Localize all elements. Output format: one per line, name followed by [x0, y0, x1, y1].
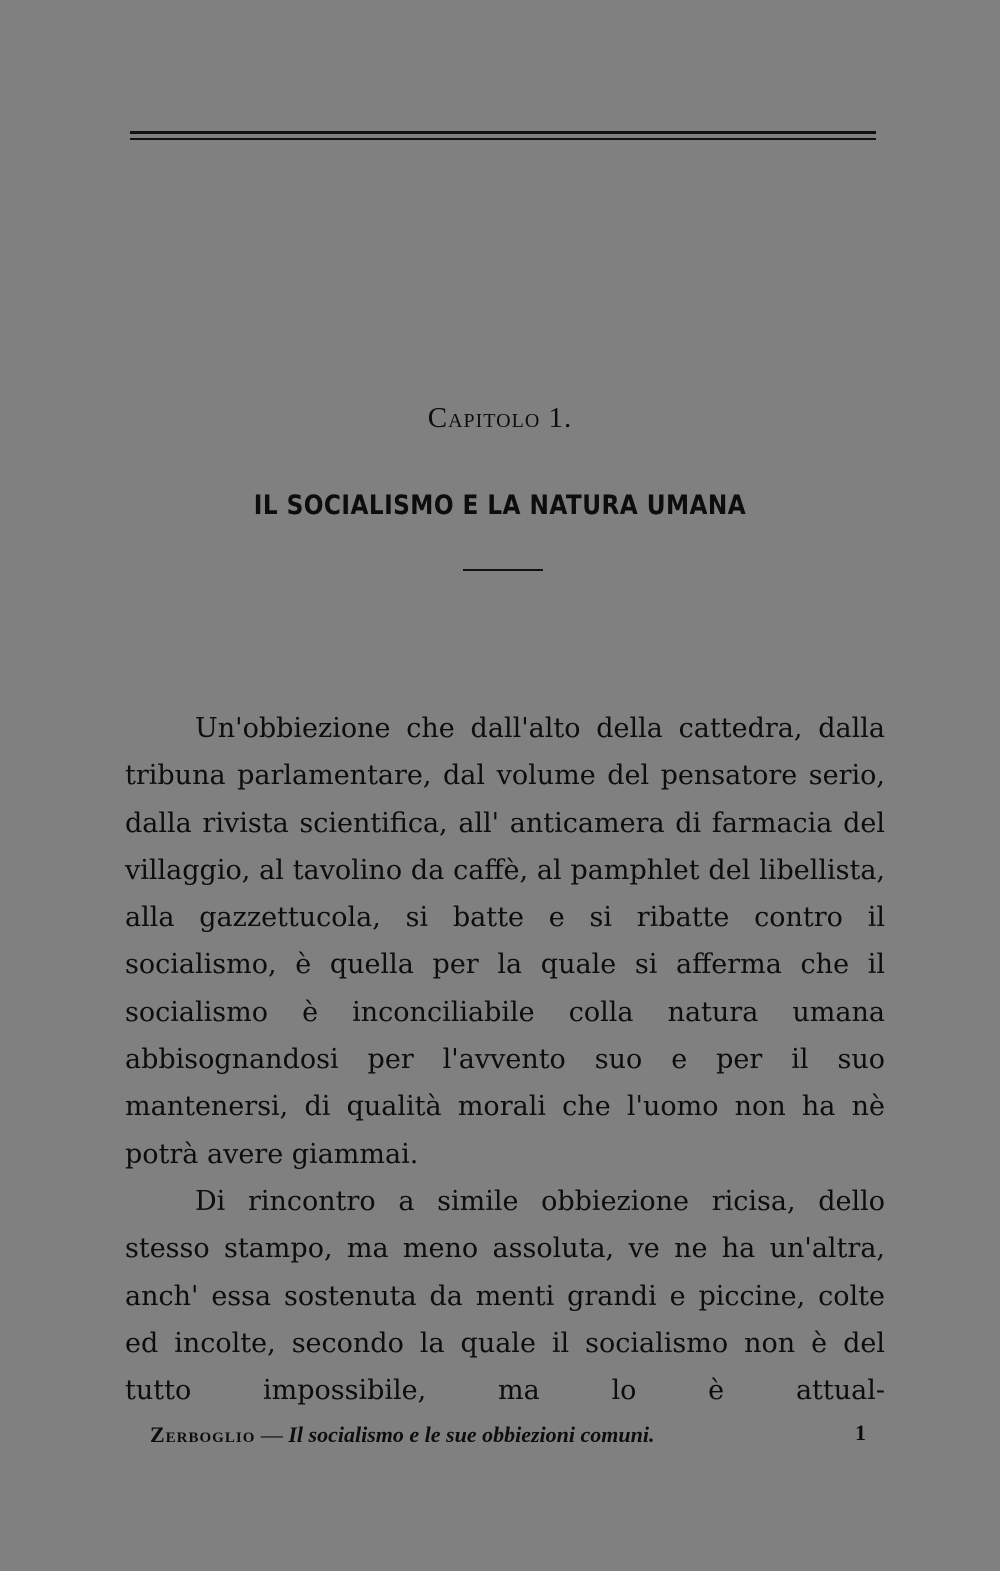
chapter-label: Capitolo 1.	[427, 402, 573, 434]
footer-separator: —	[260, 1422, 283, 1447]
body-text	[125, 705, 885, 1414]
top-rule-thin-line	[130, 138, 876, 140]
page-number: 1	[855, 1420, 866, 1445]
top-double-rule	[130, 131, 876, 140]
footer-book-title: Il socialismo e le sue obbiezioni comuni.	[288, 1422, 655, 1447]
paragraph-1: Un'obbiezione che dall'alto della cattedra, dalla tribuna parlamentare, dal volume del pensatore serio, dalla rivista scientifica, all' anticamera di farmacia del villaggio, al tavolino da caffè, al pamphlet del libellista, alla gazzettucola, si batte e si ribatte contro il socialismo, è quella per la quale si afferma che il socialismo è inconciliabile colla natura umana abbisognandosi per l'avvento suo e per il suo mantenersi, di qualità morali che l'uomo non ha nè potrà avere giammai.	[125, 713, 885, 1170]
chapter-title: IL SOCIALISMO E LA NATURA UMANA	[253, 490, 747, 521]
footer-author: Zerboglio	[150, 1422, 256, 1447]
title-separator-rule	[463, 569, 543, 571]
running-footer	[150, 1422, 654, 1448]
paragraph-2: Di rincontro a simile obbiezione ricisa, dello stesso stampo, ma meno assoluta, ve ne ha un'altra, anch' essa sostenuta da menti grandi e piccine, colte ed incolte, secondo la quale il socialismo non è del tutto impossibile, ma lo è attual-	[125, 1185, 885, 1407]
